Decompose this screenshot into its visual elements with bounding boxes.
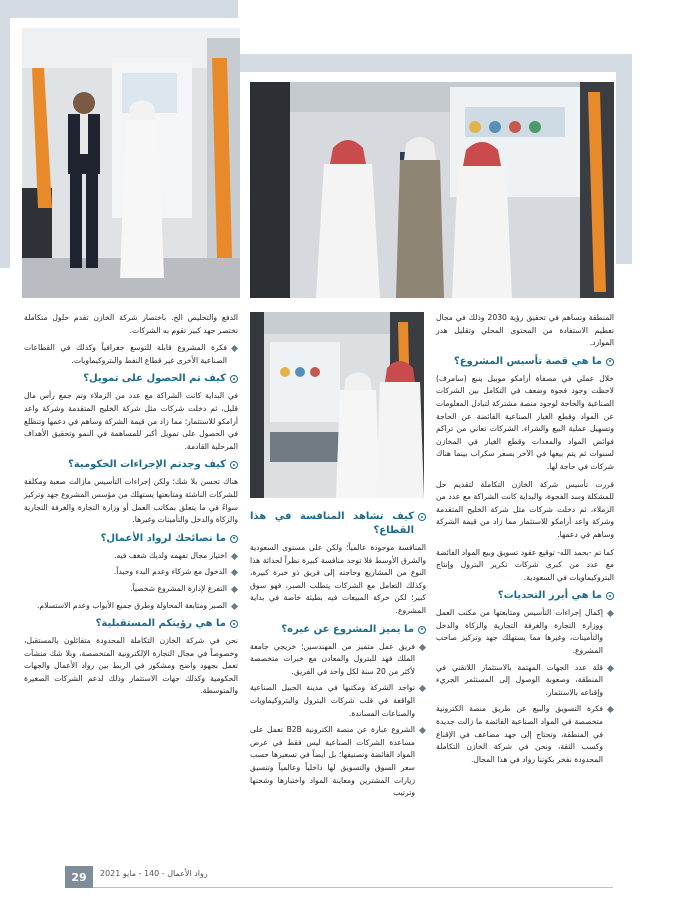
advice-item: اختيار مجال تفهمه ولديك شغف فيه.: [24, 550, 238, 563]
answer-founding-story-3: كما تم -بحمد الله- توقيع عقود تسويق وبيع المواد الفائضة مع عدد من كبرى شركات تكرير البترول وإنتاج البتروكيماويات في السعودية.: [436, 547, 614, 582]
photo-visitors-at-booth: [250, 312, 424, 498]
question-icon: [230, 535, 238, 543]
footer-issue-label: رواد الأعمال - 140 - مايو 2021: [100, 869, 208, 878]
heading-challenges: ما هي أبرز التحديات؟: [436, 589, 614, 603]
footer-rule: [93, 887, 613, 888]
answer-future-vision: نحن في شركة الخازن التكاملة المحدودة متفائلون بالمستقبل، وخصوصاً في مجال التجارة الإلكترونية المتخصصة، وبلا شك منشآت تعمل بجهود واضح ومشكور في الربط بين رواد الأعمال والجهات الحكومية وكذلك جهات الاستثمار وذلك لدعم الشركات الصغيرة والمتوسطة.: [24, 636, 238, 696]
decor-band-top-left: [0, 0, 238, 18]
challenge-item: فكرة التسويق والبيع عن طريق منصة الكترونية متخصصة في المواد الصناعية الفائضة ما زالت جديدة في المنطقة، وتحتاج إلى جهد مضاعف في الإقناع وكسب الثقة، ونحن في شركة الخازن التكاملة المحدودة نفخر بكوننا رواد في هذا المجال.: [436, 703, 614, 766]
advice-item: الصبر ومتابعة المحاولة وطرق جميع الأبواب وعدم الاستسلام.: [24, 600, 238, 613]
answer-government-procedures: هناك تحسن بلا شك؛ ولكن إجراءات التأسيس مازالت صعبة ومكلفة للشركات الناشئة ومتابعتها يستهلك من مؤسس المشروع جهد وتركيز سواءً في ما يتعلق بمكاتب العمل أو وزارة التجارة والغرفة التجارية والزكاة والدخل والتأمينات وغيرها.: [24, 477, 238, 525]
distinction-item: الشروع عبارة عن منصة الكترونية B2B تعمل على مساعدة الشركات الصناعية ليس فقط في عرض المواد الفائضة وتصنيفها؛ بل أيضاً في تسعيرها حسب سعر السوق والتسويق لها داخلياً وعالمياً وتنسيق زيارات المشترين ومعاينة المواد واختبارها وشحنها وترتيب: [250, 724, 426, 800]
heading-competition: كيف تشاهد المنافسة في هذا القطاع؟: [250, 510, 426, 538]
answer-funding: في البداية كانت الشراكة مع عدد من الزملاء وتم جمع رأس مال قليل، ثم دخلت شركات مثل شركة الخليج المتقدمة وشركة واعد أرامكو للاستثمار؛ مما زاد من قيمة الشركة وساهم في دعمها وتنظلع في الحصول على تمويل أكبر للمساهمة في النمو وتحقيق الأهداف المرحلية القادمة.: [24, 391, 238, 451]
challenges-list: [436, 607, 614, 766]
advice-item: التفرغ لإدارة المشروع شخصياً.: [24, 583, 238, 596]
page-number: 29: [65, 866, 93, 888]
decor-band-top-right: [238, 54, 616, 72]
question-icon: [606, 592, 614, 600]
heading-founding-story: ما هي قصة تأسيس المشروع؟: [436, 355, 614, 369]
left-intro-paragraph: الدفع والتخليص الخ. باختصار شركة الخازن تقدم حلول متكاملة تختصر جهد كبير تقوم به الشركات.: [24, 313, 238, 335]
distinction-list: [250, 641, 426, 800]
heading-distinction: ما يميز المشروع عن غيره؟: [250, 623, 426, 637]
column-middle: [250, 505, 426, 804]
advice-list: [24, 550, 238, 612]
distinction-item: فريق عمل متميز من المهندسين؛ خريجي جامعة الملك فهد للبترول والمعادن مع خبرات متخصصة لأكثر من 20 سنة لكل واحد في الفريق.: [250, 641, 426, 679]
distinction-item: تواجد الشركة ومكتبها في مدينة الجبيل الصناعية الواقعة في قلب شركات البترول والبتروكيماويات والصناعات المساندة.: [250, 682, 426, 720]
question-icon: [230, 375, 238, 383]
question-icon: [606, 358, 614, 366]
challenge-item: إكمال إجراءات التأسيس ومتابعتها من مكتب العمل ووزارة التجارة والغرفة التجارية والزكاة والدخل والتأمينات، وغيرها مما يستهلك جهد وتركيز صاحب المشروع.: [436, 607, 614, 657]
question-icon: [418, 626, 426, 634]
answer-competition: المنافسة موجودة عالمياً؛ ولكن على مستوى السعودية والشرق الأوسط فلا توجد منافسة كبيرة نظراً لحداثة هذا النوع من المشاريع وحاجته إلى فريق ذو خبرة كبيرة، وكذلك التعامل مع الشركات يتطلب الصبر، فهو سوق كبير؛ لكن حركة المبيعات فيه بطيئة خاصة في بداية المشروع.: [250, 543, 426, 615]
left-bullet-1: فكرة المشروع قابلة للتوسع جغرافياً وكذلك في القطاعات الصناعية الأخرى غير قطاع النفط والبتروكيماويات.: [24, 342, 238, 367]
decor-band-right-edge: [616, 54, 632, 264]
heading-advice: ما نصائحك لرواد الأعمال؟: [24, 532, 238, 546]
heading-funding: كيف تم الحصول على تمويل؟: [24, 372, 238, 386]
question-icon: [230, 461, 238, 469]
heading-government-procedures: كيف وجدتم الإجراءات الحكومية؟: [24, 458, 238, 472]
question-icon: [418, 513, 426, 521]
left-bullet-list: [24, 342, 238, 367]
decor-band-left-edge: [0, 18, 10, 268]
photo-three-men-at-booth: [250, 82, 614, 298]
right-intro-paragraph: المنطقة وتساهم في تحقيق رؤية 2030 وذلك في مجال تعظيم الاستفادة من المحتوى المحلي وتقليل هدر الموارد.: [436, 313, 615, 348]
answer-founding-story: خلال عملي في مصفاة أرامكو موبيل ينبع (سامرف) لاحظت وجود فجوة وضعف في التكامل بين الشركات الصناعية والحاجة لوجود منصة مشتركة لتبادل المعلومات عن المواد وقطع الغيار الصناعية الفائضة عن الحاجة وتسهيل عملية البيع والشراء. الشركات تعاني من تراكم فوائض المواد والمعدات وقطع الغيار في المخازن لسنوات ثم يتم بيعها في الآخر بسعر سكراب بينما هناك شركات في حاجة لها.: [436, 373, 614, 471]
advice-item: الدخول مع شركاء وعدم البدء وحيداً.: [24, 566, 238, 579]
heading-future-vision: ما هي رؤيتكم المستقبلية؟: [24, 617, 238, 631]
question-icon: [230, 620, 238, 628]
challenge-item: قلة عدد الجهات المهتمة بالاستثمار اللاتقني في المنطقة، وصعوبة الوصول إلى المستثمر الجريء وإقناعه بالاستثمار.: [436, 662, 614, 700]
photo-two-men-at-booth: [22, 28, 240, 298]
column-right: [436, 312, 614, 770]
answer-founding-story-2: قررت تأسيس شركة الخازن التكاملة لتقديم حل للمشكلة وسد الفجوة، والبداية كانت الشراكة مع عدد من الزملاء، ثم دخلت شركات مثل شركة الخليج المتقدمة وشركة واعد أرامكو للاستثمار مما زاد من قيمة الشركة وساهم في دعمها.: [436, 479, 614, 539]
column-left: [24, 312, 238, 703]
